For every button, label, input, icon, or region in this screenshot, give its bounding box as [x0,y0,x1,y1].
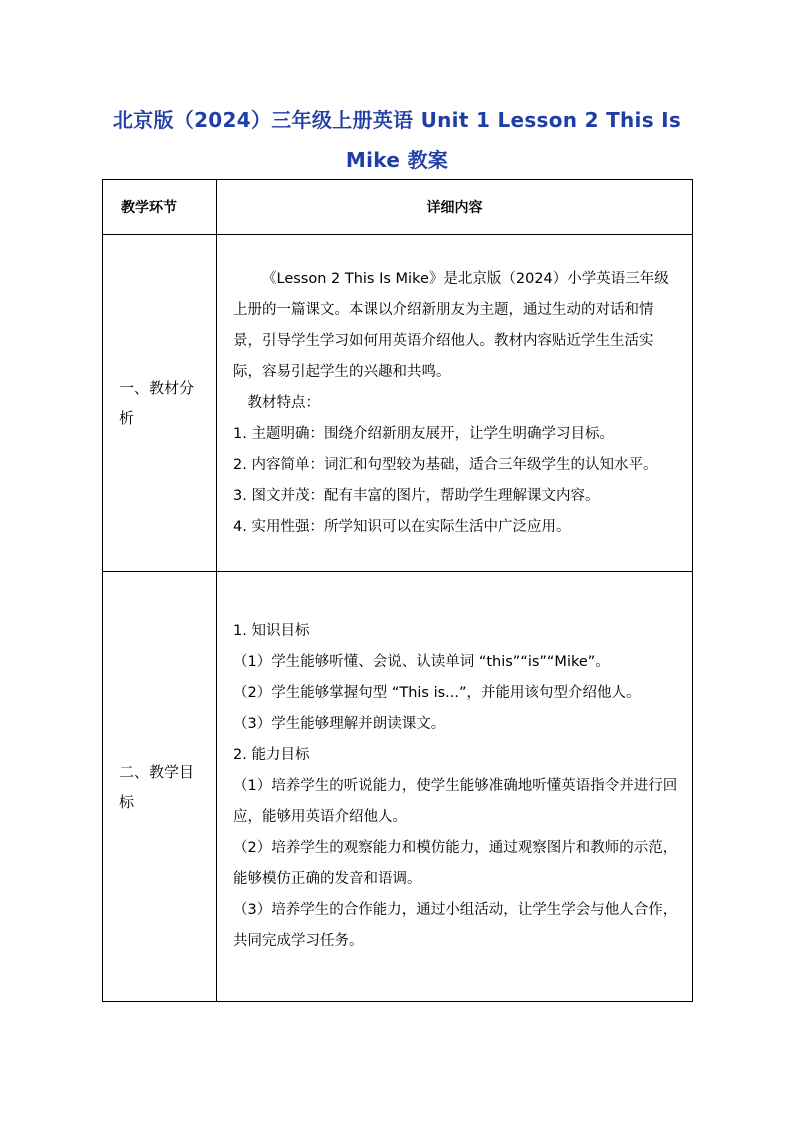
table-row [103,235,693,572]
paragraph: 《Lesson 2 This Is Mike》是北京版（2024）小学英语三年级上册的一篇课文。本课以介绍新朋友为主题，通过生动的对话和情景，引导学生学习如何用英语介绍他人。教材内容贴近学生生活实际，容易引起学生的兴趣和共鸣。 [233,270,669,380]
list-item: （1）培养学生的听说能力，使学生能够准确地听懂英语指令并进行回应，能够用英语介绍他人。 [233,778,678,825]
list-item: （1）学生能够听懂、会说、认读单词 “this”“is”“Mike”。 [233,654,610,670]
header-content: 详细内容 [217,180,693,235]
page-title: 北京版（2024）三年级上册英语 Unit 1 Lesson 2 This Is Mike 教案 [112,108,682,172]
row-content-material-analysis [217,235,693,572]
table-header-row [103,180,693,235]
list-item: （3）培养学生的合作能力，通过小组活动，让学生学会与他人合作，共同完成学习任务。 [233,902,678,949]
list-item: 2. 内容简单：词汇和句型较为基础，适合三年级学生的认知水平。 [233,456,658,473]
paragraph: 教材特点： [247,394,320,411]
list-item: 1. 主题明确：围绕介绍新朋友展开，让学生明确学习目标。 [233,425,614,442]
header-stage: 教学环节 [103,180,217,235]
row-label-teaching-goals: 二、教学目标 [103,572,217,1002]
row-label-material-analysis: 一、教材分析 [103,235,217,572]
list-item: 3. 图文并茂：配有丰富的图片，帮助学生理解课文内容。 [233,487,600,504]
table-row [103,572,693,1002]
list-item: 2. 能力目标 [233,747,310,763]
list-item: 4. 实用性强：所学知识可以在实际生活中广泛应用。 [233,518,571,535]
list-item: （2）培养学生的观察能力和模仿能力，通过观察图片和教师的示范，能够模仿正确的发音和语调。 [233,840,678,887]
list-item: （2）学生能够掌握句型 “This is...”，并能用该句型介绍他人。 [233,685,641,701]
row-content-teaching-goals [217,572,693,1002]
lesson-plan-table [102,179,693,1002]
list-item: （3）学生能够理解并朗读课文。 [233,716,446,732]
list-item: 1. 知识目标 [233,623,310,639]
